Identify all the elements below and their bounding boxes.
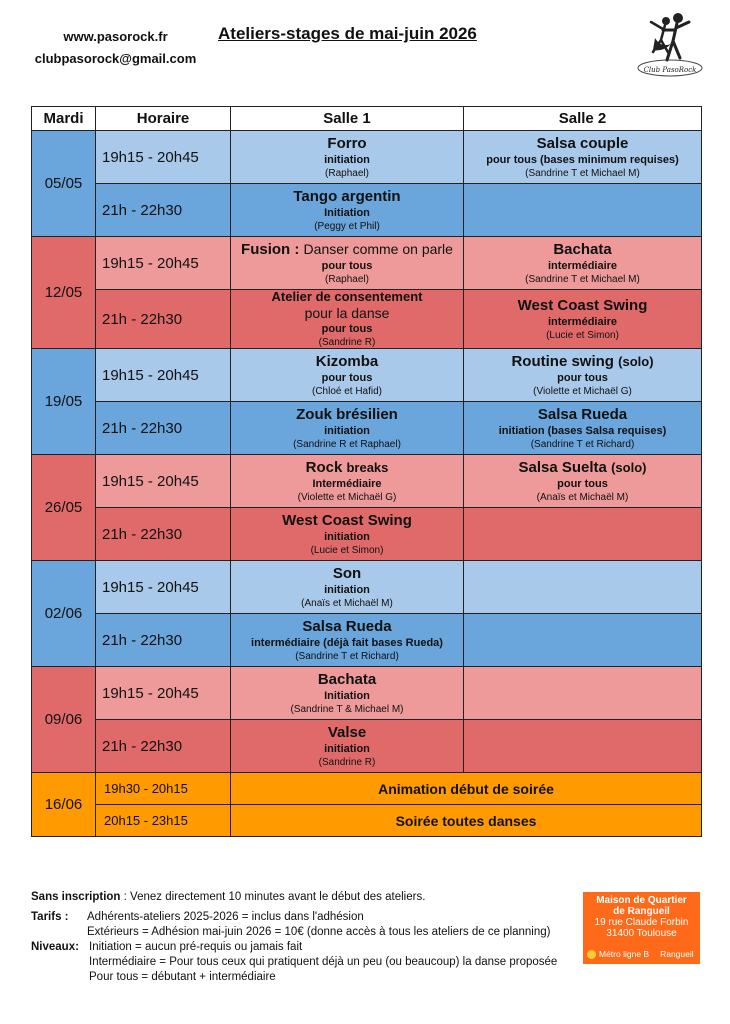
activity-title: Salsa Suelta xyxy=(518,458,607,476)
activity-title: Salsa Rueda xyxy=(302,617,392,635)
activity-level: pour tous xyxy=(557,372,608,385)
time-slot: 19h15 - 20h45 xyxy=(96,131,231,184)
notes-section xyxy=(31,890,586,985)
activity-title-line xyxy=(464,135,701,152)
activity-level: pour tous xyxy=(321,323,373,336)
activity-level: initiation xyxy=(324,425,370,438)
time-slot: 21h - 22h30 xyxy=(96,402,231,455)
email-link[interactable]: clubpasorock@gmail.com xyxy=(34,51,197,66)
salle1-cell xyxy=(231,561,464,614)
day-date: 05/05 xyxy=(32,131,96,237)
activity-teachers: (Raphael) xyxy=(325,273,369,285)
niveaux-line-2: Intermédiaire = Pour tous ceux qui pratiquent déjà un peu (ou beaucoup) la danse proposée xyxy=(89,956,558,968)
activity-teachers: (Lucie et Simon) xyxy=(310,544,384,556)
activity-title: Zouk brésilien xyxy=(296,405,398,423)
table-row xyxy=(32,349,702,402)
table-row xyxy=(32,184,702,237)
activity-level: Initiation xyxy=(324,207,370,220)
activity-level: pour tous (bases minimum requises) xyxy=(486,154,679,167)
col-header-mardi: Mardi xyxy=(32,107,96,131)
activity-title: Valse xyxy=(327,723,367,741)
salle2-cell xyxy=(464,455,702,508)
salle2-cell xyxy=(464,349,702,402)
logo-text: Club PasoRock xyxy=(643,66,697,74)
activity-teachers: (Sandrine T et Michael M) xyxy=(525,167,640,179)
salle2-cell xyxy=(464,614,702,667)
metro-station: Rangueil xyxy=(660,949,694,959)
activity-title-line xyxy=(464,241,701,258)
time-slot: 21h - 22h30 xyxy=(96,290,231,349)
activity-teachers: (Violette et Michaël G) xyxy=(533,385,632,397)
metro-icon xyxy=(587,950,596,959)
activity-title: Tango argentin xyxy=(293,187,401,205)
activity-title: Bachata xyxy=(317,670,377,688)
salle2-cell xyxy=(464,131,702,184)
salle1-cell xyxy=(231,184,464,237)
tarifs-line-2: Extérieurs = Adhésion mai-juin 2026 = 10€ (donne accès à tous les ateliers de ce planning) xyxy=(87,926,551,938)
table-row xyxy=(32,561,702,614)
sans-inscription-label: Sans inscription xyxy=(31,891,121,903)
activity-title-line xyxy=(231,618,463,635)
activity-title-line xyxy=(231,353,463,370)
day-date: 02/06 xyxy=(32,561,96,667)
activity-level: pour tous xyxy=(557,478,608,491)
activity-title: Bachata xyxy=(553,240,612,258)
activity-teachers: (Sandrine T et Michael M) xyxy=(525,273,640,285)
time-slot: 21h - 22h30 xyxy=(96,614,231,667)
time-slot: 21h - 22h30 xyxy=(96,720,231,773)
salle2-cell xyxy=(464,667,702,720)
day-date: 12/05 xyxy=(32,237,96,349)
niveaux-label: Niveaux: xyxy=(31,941,79,953)
activity-title-line xyxy=(231,459,463,476)
table-header-row xyxy=(32,107,702,131)
activity-title: Son xyxy=(332,564,362,582)
page-title: Ateliers-stages de mai-juin 2026 xyxy=(218,24,477,43)
activity-title-line xyxy=(231,406,463,423)
activity-title: Rock xyxy=(305,458,343,476)
activity-teachers: (Peggy et Phil) xyxy=(314,220,380,232)
salle2-cell xyxy=(464,237,702,290)
activity-level: Intermédiaire xyxy=(312,478,382,491)
activity-title-line xyxy=(464,297,701,314)
activity-title-suffix: breaks xyxy=(346,459,389,475)
table-row xyxy=(32,720,702,773)
time-slot: 19h15 - 20h45 xyxy=(96,237,231,290)
activity-title-line xyxy=(231,512,463,529)
table-row xyxy=(32,667,702,720)
activity-level: pour tous xyxy=(321,372,373,385)
activity-title: Routine swing xyxy=(511,352,614,370)
venue-box xyxy=(583,892,700,964)
activity-level: initiation xyxy=(324,743,370,756)
activity-title-line xyxy=(231,188,463,205)
table-row xyxy=(32,237,702,290)
col-header-salle2: Salle 2 xyxy=(464,107,702,131)
time-slot: 21h - 22h30 xyxy=(96,508,231,561)
venue-name-2: de Rangueil xyxy=(613,906,670,917)
event-label: Soirée toutes danses xyxy=(231,805,702,837)
activity-level: initiation xyxy=(324,531,370,544)
table-row xyxy=(32,773,702,805)
day-date: 16/06 xyxy=(32,773,96,837)
table-row xyxy=(32,455,702,508)
activity-title: Salsa Rueda xyxy=(537,405,628,423)
col-header-salle1: Salle 1 xyxy=(231,107,464,131)
activity-title-extra: Danser comme on parle xyxy=(303,240,453,257)
niveaux-line-3: Pour tous = débutant + intermédiaire xyxy=(89,971,276,983)
activity-teachers: (Anaïs et Michaël M) xyxy=(301,597,393,609)
table-row xyxy=(32,805,702,837)
time-slot: 19h15 - 20h45 xyxy=(96,667,231,720)
activity-teachers: (Anaïs et Michaël M) xyxy=(536,491,629,503)
event-label: Animation début de soirée xyxy=(231,773,702,805)
activity-teachers: (Lucie et Simon) xyxy=(546,329,619,341)
metro-line: Métro ligne B xyxy=(599,949,650,959)
activity-level: initiation xyxy=(324,154,370,167)
activity-title: Kizomba xyxy=(315,352,379,370)
activity-title: Fusion : xyxy=(241,240,300,258)
activity-title: Salsa couple xyxy=(536,134,629,152)
tarifs-label: Tarifs : xyxy=(31,911,69,923)
activity-teachers: (Violette et Michaël G) xyxy=(297,491,397,503)
activity-title-line xyxy=(231,671,463,688)
activity-subtitle: pour la danse xyxy=(304,304,390,321)
salle1-cell xyxy=(231,720,464,773)
activity-title: West Coast Swing xyxy=(282,511,412,529)
salle1-cell xyxy=(231,614,464,667)
salle2-cell xyxy=(464,508,702,561)
table-row xyxy=(32,290,702,349)
activity-level: initiation (bases Salsa requises) xyxy=(498,425,667,438)
table-row xyxy=(32,508,702,561)
time-slot: 19h15 - 20h45 xyxy=(96,349,231,402)
activity-title-line xyxy=(231,241,463,258)
activity-title-line xyxy=(464,353,701,370)
activity-level: Initiation xyxy=(324,690,370,703)
activity-title-line xyxy=(464,406,701,423)
activity-teachers: (Sandrine T et Richard) xyxy=(530,438,635,450)
time-slot: 20h15 - 23h15 xyxy=(96,805,231,837)
activity-title: West Coast Swing xyxy=(517,296,648,314)
activity-level: intermédiaire (déjà fait bases Rueda) xyxy=(251,637,443,650)
activity-level: initiation xyxy=(324,584,370,597)
activity-teachers: (Raphael) xyxy=(325,167,369,179)
activity-title: Atelier de consentement xyxy=(271,289,423,304)
salle1-cell xyxy=(231,667,464,720)
table-row xyxy=(32,614,702,667)
venue-name-1: Maison de Quartier xyxy=(596,895,687,906)
salle2-cell xyxy=(464,184,702,237)
venue-address-1: 19 rue Claude Forbin xyxy=(594,917,689,928)
time-slot: 19h15 - 20h45 xyxy=(96,561,231,614)
activity-level: intermédiaire xyxy=(547,260,618,273)
salle2-cell xyxy=(464,290,702,349)
club-contact xyxy=(28,26,203,70)
table-row xyxy=(32,131,702,184)
niveaux-line-1: Initiation = aucun pré-requis ou jamais fait xyxy=(89,941,303,953)
venue-address-2: 31400 Toulouse xyxy=(606,928,677,939)
day-date: 19/05 xyxy=(32,349,96,455)
salle1-cell xyxy=(231,455,464,508)
activity-title-suffix: (solo) xyxy=(611,459,647,475)
salle1-cell xyxy=(231,402,464,455)
salle1-cell xyxy=(231,508,464,561)
day-date: 26/05 xyxy=(32,455,96,561)
salle1-cell xyxy=(231,237,464,290)
col-header-horaire: Horaire xyxy=(96,107,231,131)
salle2-cell xyxy=(464,720,702,773)
activity-level: intermédiaire xyxy=(547,316,618,329)
time-slot: 19h30 - 20h15 xyxy=(96,773,231,805)
time-slot: 19h15 - 20h45 xyxy=(96,455,231,508)
tarifs-line-1: Adhérents-ateliers 2025-2026 = inclus dans l'adhésion xyxy=(87,911,364,923)
salle2-cell xyxy=(464,402,702,455)
activity-title: Forro xyxy=(327,134,367,152)
activity-title-line xyxy=(231,135,463,152)
activity-teachers: (Sandrine T et Richard) xyxy=(295,650,399,662)
time-slot: 21h - 22h30 xyxy=(96,184,231,237)
metro-info xyxy=(587,949,694,960)
dancers-logo-icon xyxy=(633,8,708,80)
activity-level: pour tous xyxy=(321,260,373,273)
activity-teachers: (Sandrine R) xyxy=(318,336,376,348)
salle2-cell xyxy=(464,561,702,614)
activity-teachers: (Chloé et Hafid) xyxy=(311,385,383,397)
activity-title-line xyxy=(231,565,463,582)
salle1-cell xyxy=(231,349,464,402)
sans-inscription-text: : Venez directement 10 minutes avant le début des ateliers. xyxy=(120,891,426,903)
website-link[interactable]: www.pasorock.fr xyxy=(63,29,168,44)
activity-teachers: (Sandrine T & Michael M) xyxy=(290,703,404,715)
activity-title-suffix: (solo) xyxy=(618,353,654,369)
activity-title-line xyxy=(231,724,463,741)
activity-teachers: (Sandrine R) xyxy=(318,756,376,768)
salle1-cell xyxy=(231,131,464,184)
activity-title-line xyxy=(464,459,701,476)
activity-teachers: (Sandrine R et Raphael) xyxy=(293,438,401,450)
salle1-cell xyxy=(231,290,464,349)
table-row xyxy=(32,402,702,455)
day-date: 09/06 xyxy=(32,667,96,773)
schedule-table xyxy=(31,106,702,837)
